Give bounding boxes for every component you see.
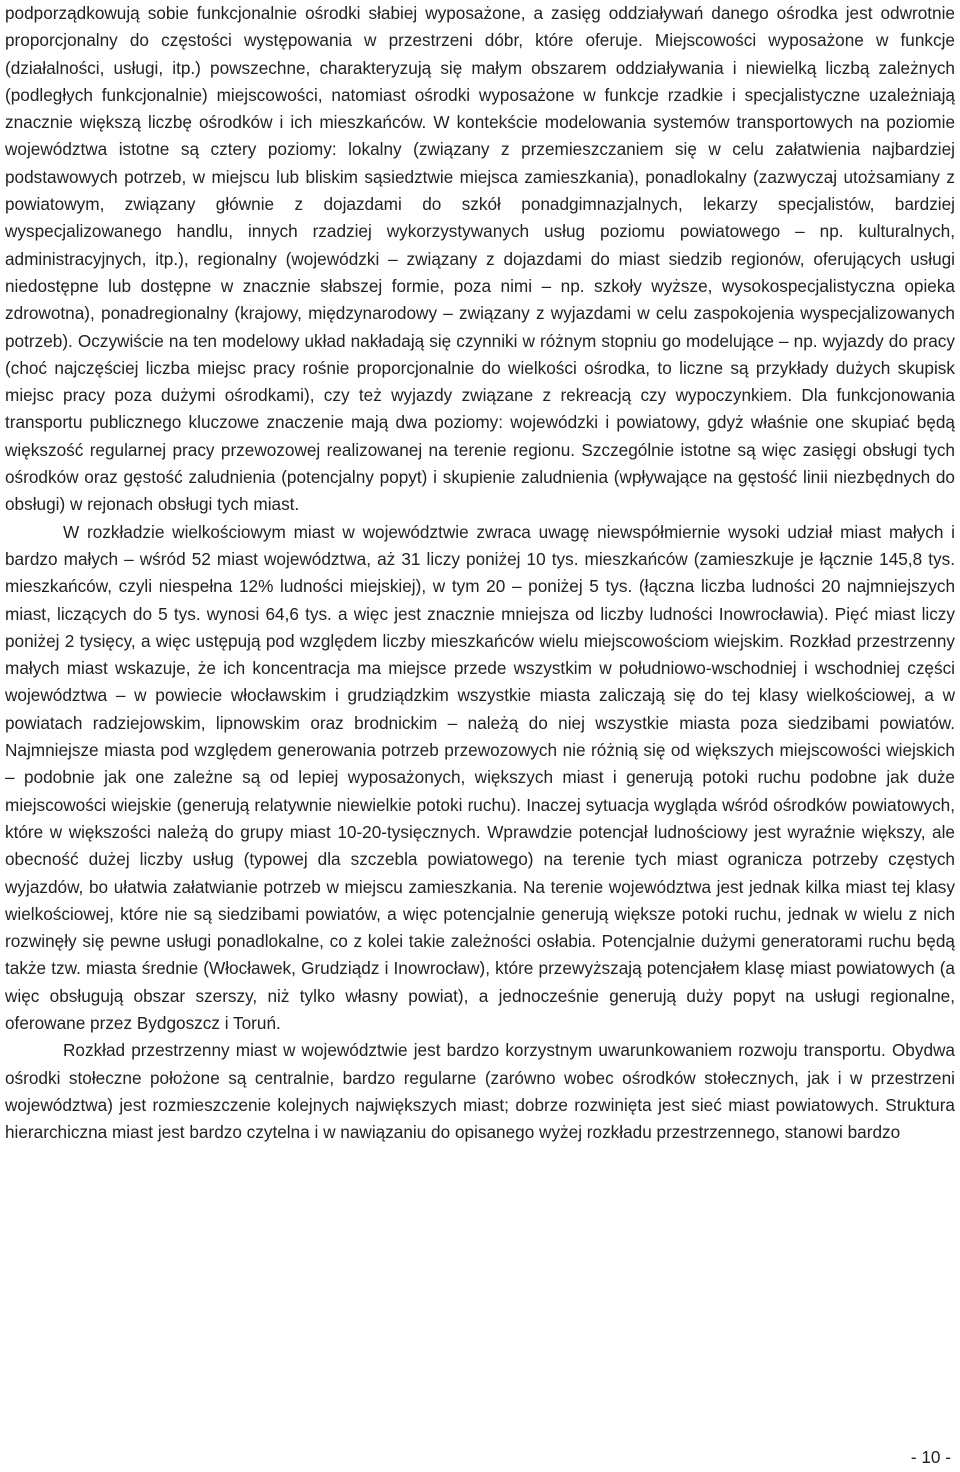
paragraph-spatial-distribution: Rozkład przestrzenny miast w województwie jest bardzo korzystnym uwarunkowaniem rozwoju transportu. Obydwa ośrodki stołeczne położone są centralnie, bardzo regularne (zarówno wobec ośrodków stołecznych, jak i w przestrzeni województwa) jest rozmieszczenie kolejnych największych miast; dobrze rozwinięta jest sieć miast powiatowych. Struktura hierarchiczna miast jest bardzo czytelna i w nawiązaniu do opisanego wyżej rozkładu przestrzennego, stanowi bardzo bbox=[5, 1040, 955, 1143]
paragraph-functional-hierarchy: podporządkowują sobie funkcjonalnie ośrodki słabiej wyposażone, a zasięg oddziaływań danego ośrodka jest odwrotnie proporcjonalny do częstości występowania w przestrzeni dóbr, które oferuje. Miejscowości wyposażone w funkcje (działalności, usługi, itp.) powszechne, charakteryzują się małym obszarem oddziaływania i niewielką liczbą zależnych (podległych funkcjonalnie) miejscowości, natomiast ośrodki wyposażone w funkcje rzadkie i specjalistyczne uzależniają znacznie większą liczbę ośrodków i ich mieszkańców. W kontekście modelowania systemów transportowych na poziomie województwa istotne są cztery poziomy: lokalny (związany z przemieszczaniem się w celu załatwienia najbardziej podstawowych potrzeb, w miejscu lub bliskim sąsiedztwie miejsca zamieszkania), ponadlokalny (zazwyczaj utożsamiany z powiatowym, związany głównie z dojazdami do szkół ponadgimnazjalnych, lekarzy specjalistów, bardziej wyspecjalizowanego handlu, innych rzadziej wykorzystywanych usług poziomu powiatowego – np. kulturalnych, administracyjnych, itp.), regionalny (wojewódzki – związany z dojazdami do miast siedzib regionów, oferujących usługi niedostępne lub dostępne w znacznie słabszej formie, poza nimi – np. szkoły wyższe, wysokospecjalistyczna opieka zdrowotna), ponadregionalny (krajowy, międzynarodowy – związany z wyjazdami w celu zaspokojenia wyspecjalizowanych potrzeb). Oczywiście na ten modelowy układ nakładają się czynniki w różnym stopniu go modelujące – np. wyjazdy do pracy (choć najczęściej liczba miejsc pracy rośnie proporcjonalnie do wielkości ośrodka, to liczne są przykłady dużych skupisk miejsc pracy poza dużymi ośrodkami), czy też wyjazdy związane z rekreacją czy wypoczynkiem. Dla funkcjonowania transportu publicznego kluczowe znaczenie mają dwa poziomy: wojewódzki i powiatowy, gdyż właśnie one skupiać będą większość regularnej pracy przewozowej realizowanej na terenie regionu. Szczególnie istotne są więc zasięgi obsługi tych ośrodków oraz gęstość zaludnienia (potencjalny popyt) i skupienie zaludnienia (wpływające na gęstość linii niezbędnych do obsługi) w rejonach obsługi tych miast. bbox=[5, 3, 955, 515]
page-number: - 10 - bbox=[910, 1447, 951, 1467]
document-page bbox=[5, 0, 955, 1146]
paragraph-town-size-distribution: W rozkładzie wielkościowym miast w województwie zwraca uwagę niewspółmiernie wysoki udział miast małych i bardzo małych – wśród 52 miast województwa, aż 31 liczy poniżej 10 tys. mieszkańców (zamieszkuje je łącznie 145,8 tys. mieszkańców, czyli niespełna 12% ludności miejskiej), w tym 20 – poniżej 5 tys. (łączna liczba ludności 20 najmniejszych miast, liczących do 5 tys. wynosi 64,6 tys. a więc jest znacznie mniejsza od liczby ludności Inowrocławia). Pięć miast liczy poniżej 2 tysięcy, a więc ustępują pod względem liczby mieszkańców wielu miejscowościom wiejskim. Rozkład przestrzenny małych miast wskazuje, że ich koncentracja ma miejsce przede wszystkim w południowo-wschodniej i wschodniej części województwa – w powiecie włocławskim i grudziądzkim wszystkie miasta zaliczają się do tej klasy wielkościowej, a w powiatach radziejowskim, lipnowskim oraz brodnickim – należą do niej wszystkie miasta poza siedzibami powiatów. Najmniejsze miasta pod względem generowania potrzeb przewozowych nie różnią się od większych miejscowości wiejskich – podobnie jak one zależne są od lepiej wyposażonych, większych miast i generują potoki ruchu podobne jak duże miejscowości wiejskie (generują relatywnie niewielkie potoki ruchu). Inaczej sytuacja wygląda wśród ośrodków powiatowych, które w większości należą do grupy miast 10-20-tysięcznych. Wprawdzie potencjał ludnościowy jest wyraźnie większy, ale obecność dużej liczby usług (typowej dla szczebla powiatowego) na terenie tych miast ogranicza potrzeby częstych wyjazdów, bo ułatwia załatwianie potrzeb w miejscu zamieszkania. Na terenie województwa jest jednak kilka miast tej klasy wielkościowej, które nie są siedzibami powiatów, a więc potencjalnie generują większe potoki ruchu, jednak w wielu z nich rozwinęły się pewne usługi ponadlokalne, co z kolei takie zależności osłabia. Potencjalnie dużymi generatorami ruchu będą także tzw. miasta średnie (Włocławek, Grudziądz i Inowrocław), które przewyższają potencjałem klasę miast powiatowych (a więc obsługują obszar szerszy, niż tylko własny powiat), a jednocześnie generują duży popyt na usługi regionalne, oferowane przez Bydgoszcz i Toruń. bbox=[5, 521, 955, 1033]
